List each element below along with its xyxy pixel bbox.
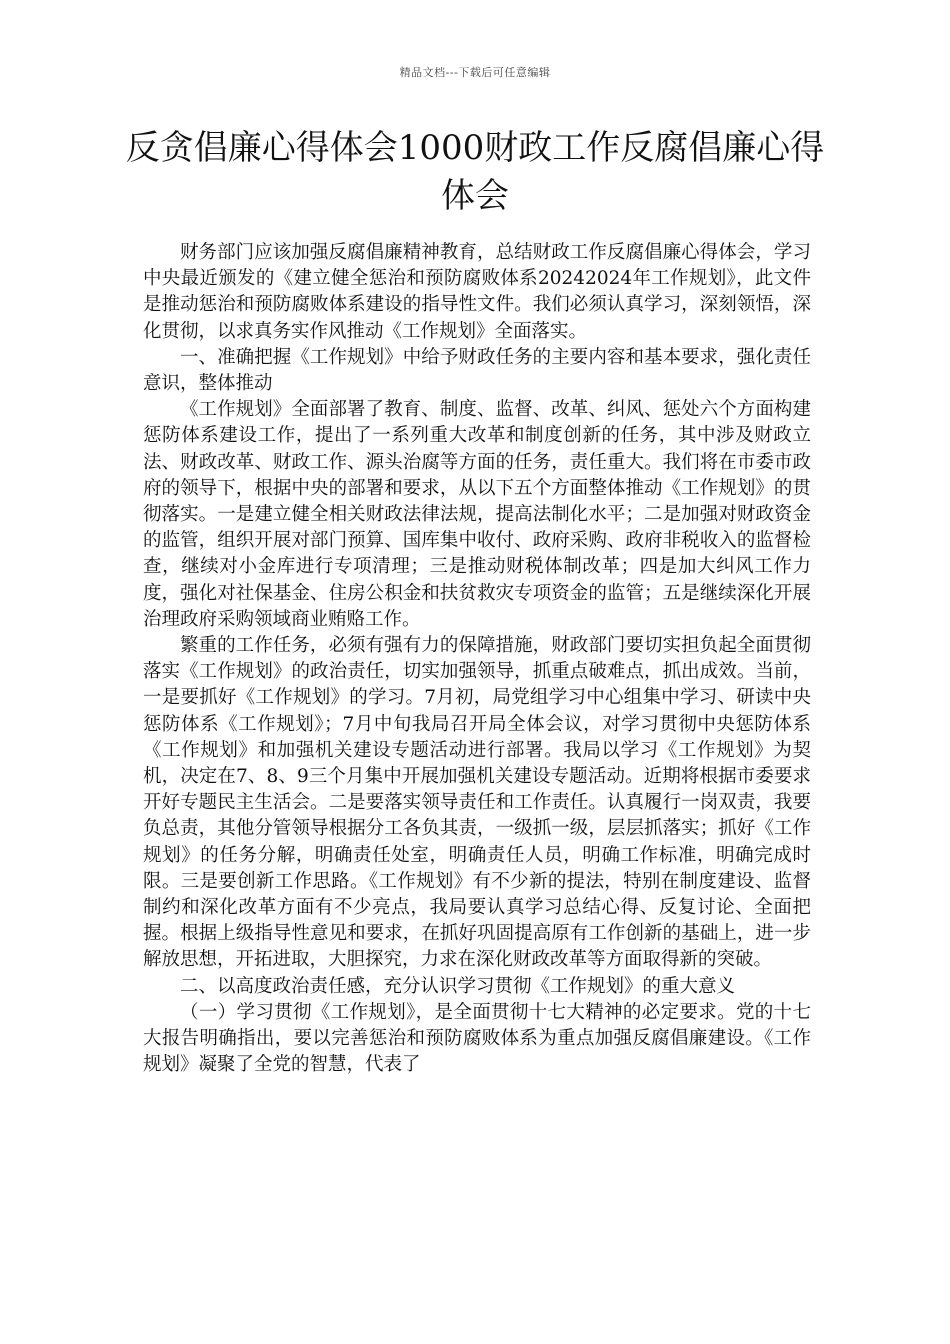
section-heading-2: 二、以高度政治责任感，充分认识学习贯彻《工作规划》的重大意义 bbox=[180, 975, 736, 997]
document-title: 反贪倡廉心得体会1000财政工作反腐倡廉心得体会 bbox=[125, 128, 825, 216]
document-body bbox=[143, 240, 811, 1079]
paragraph-intro: 财务部门应该加强反腐倡廉精神教育，总结财政工作反腐倡廉心得体会，学习中央最近颁发的《建立健全惩治和预防腐败体系20242024年工作规划》，此文件是推动惩治和预防腐败体系建设的指导性文件。我们必须认真学习，深刻领悟，深化贯彻，以求真务实作风推动《工作规划》全面落实。 bbox=[143, 242, 811, 342]
section-heading-1: 一、准确把握《工作规划》中给予财政任务的主要内容和基本要求，强化责任意识，整体推动 bbox=[143, 346, 811, 395]
paragraph-plan-overview: 《工作规划》全面部署了教育、制度、监督、改革、纠风、惩处六个方面构建惩防体系建设工作，提出了一系列重大改革和制度创新的任务，其中涉及财政立法、财政改革、财政工作、源头治腐等方面的任务，责任重大。我们将在市委市政府的领导下，根据中央的部署和要求，从以下五个方面整体推动《工作规划》的贯彻落实。一是建立健全相关财政法律法规，提高法制化水平；二是加强对财政资金的监管，组织开展对部门预算、国库集中收付、政府采购、政府非税收入的监督检查，继续对小金库进行专项清理；三是推动财税体制改革；四是加大纠风工作力度，强化对社保基金、住房公积金和扶贫救灾专项资金的监管；五是继续深化开展治理政府采购领域商业贿赂工作。 bbox=[143, 399, 811, 630]
page-header: 精品文档---下载后可任意编辑 bbox=[399, 66, 551, 79]
paragraph-significance-1: （一）学习贯彻《工作规划》，是全面贯彻十七大精神的必定要求。党的十七大报告明确指出，要以完善惩治和预防腐败体系为重点加强反腐倡廉建设。《工作规划》凝聚了全党的智慧，代表了 bbox=[143, 1001, 811, 1076]
paragraph-measures: 繁重的工作任务，必须有强有力的保障措施，财政部门要切实担负起全面贯彻落实《工作规划》的政治责任，切实加强领导，抓重点破难点，抓出成效。当前，一是要抓好《工作规划》的学习。7月初，局党组学习中心组集中学习、研读中央惩防体系《工作规划》；7月中旬我局召开局全体会议，对学习贯彻中央惩防体系《工作规划》和加强机关建设专题活动进行部署。我局以学习《工作规划》为契机，决定在7、8、9三个月集中开展加强机关建设专题活动。近期将根据市委要求开好专题民主生活会。二是要落实领导责任和工作责任。认真履行一岗双责，我要负总责，其他分管领导根据分工各负其责，一级抓一级，层层抓落实；抓好《工作规划》的任务分解，明确责任处室，明确责任人员，明确工作标准，明确完成时限。三是要创新工作思路。《工作规划》有不少新的提法，特别在制度建设、监督制约和深化改革方面有不少亮点，我局要认真学习总结心得、反复讨论、全面把握。根据上级指导性意见和要求，在抓好巩固提高原有工作创新的基础上，进一步解放思想，开拓进取，大胆探究，力求在深化财政改革等方面取得新的突破。 bbox=[143, 635, 811, 971]
